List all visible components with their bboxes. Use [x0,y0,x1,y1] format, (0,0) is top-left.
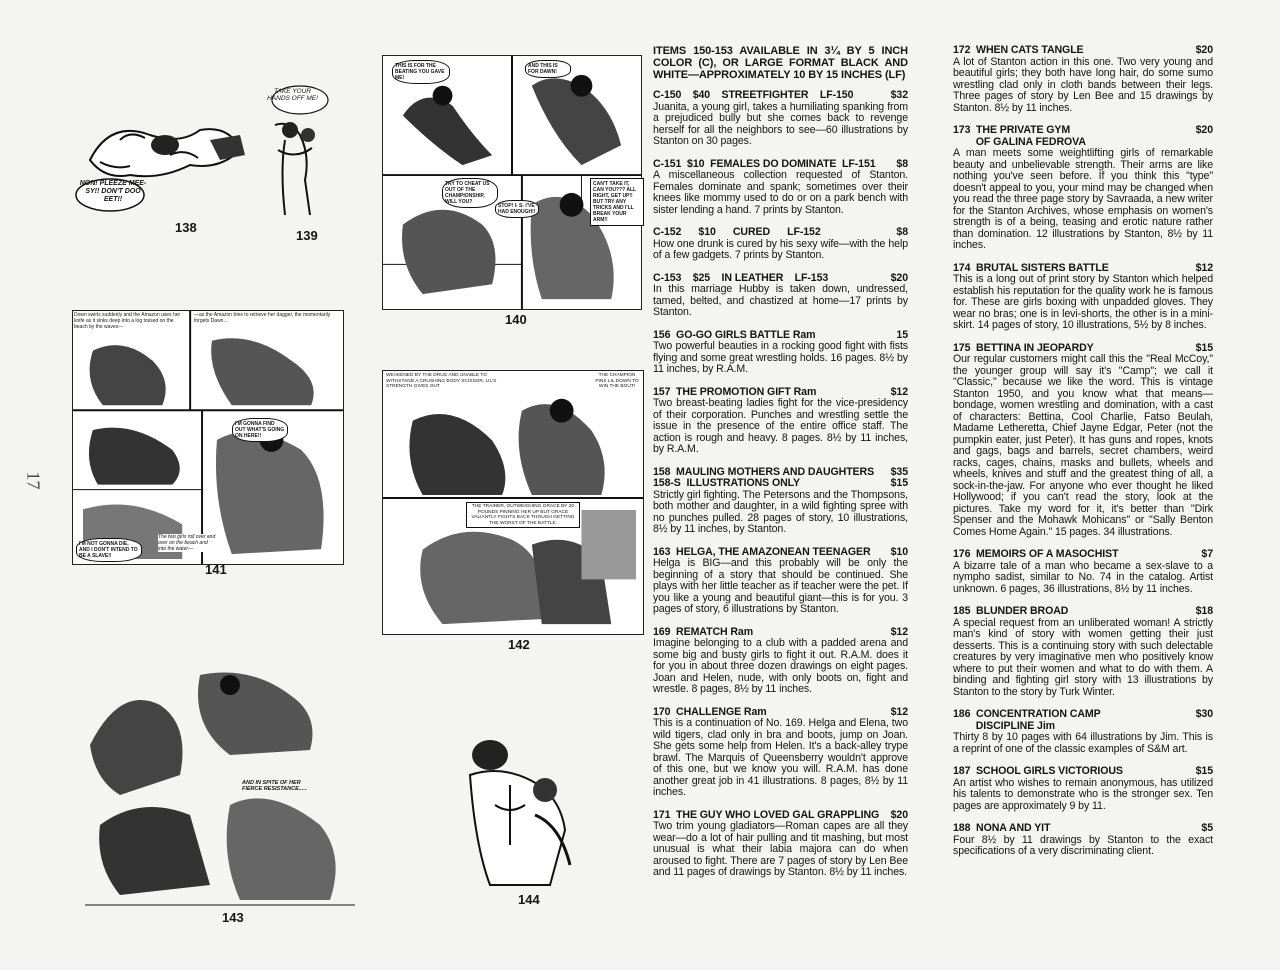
caption-142-b: THE CHAMPION PINS LIL DOWN TO WIN THE BOUT! [595,373,639,389]
entry-description: Strictly girl fighting. The Petersons and the Thompsons, both mother and daughter, in a wild fighting spree with no punches pulled. 28 pages of story, 10 illustrations, 8½ by 11 inches, by Stanton. [653,488,908,535]
balloon-141-d: I'M NOT GONNA DIE, AND I DON'T INTEND TO BE A SLAVE!! [76,538,142,562]
entry-description: Two powerful beauties in a rocking good fight with fists flying and some great wrestling holds. 16 pages. 8½ by 11 inches, by R.A.M. [653,340,908,375]
entry-description: A bizarre tale of a man who became a sex-slave to a nympho sadist, similar to No. 74 in the catalog. Artist unknown. 6 pages, 36 illustrations, 8½ by 11 inches. [953,559,1213,595]
entry-price: $32 [890,89,908,101]
entry-price: $15 [1195,341,1213,354]
figure-number-141: 141 [205,562,227,577]
entry-title: C-152 $10 CURED LF-152 [653,226,821,238]
entry-title: 186 CONCENTRATION CAMP DISCIPLINE Jim [953,708,1101,732]
entry-price: $20 [1195,124,1213,136]
entry-title: 170 CHALLENGE Ram [653,705,767,718]
entry-heading [953,125,1213,148]
caption-141-e: The two girls roll over and over on the beach and into the water— [158,534,216,552]
figure-number-138: 138 [175,220,197,235]
figure-number-143: 143 [222,910,244,925]
entry-price: $20 [890,808,908,821]
entry-title: 156 GO-GO GIRLS BATTLE Ram [653,328,816,341]
entry-price: $18 [1195,605,1213,617]
catalog-entry [953,45,1213,114]
entry-description: Helga is BIG—and this probably will be only the beginning of a story that should be continued. She plays with her little teacher as if teacher were the pet. If you like a young and beautiful giant—this is for you. 3 pages of story, 6 illustrations by Stanton. [653,557,908,615]
entry-price: $12 [890,625,908,638]
entry-heading [953,45,1213,57]
entry-heading-secondary [653,478,908,490]
entry-description: This is a long out of print story by Stanton which helped establish his reputation for the quality work he is famous for. These are girls boxing with unpadded gloves. They wear no bras; one is in levi-shorts, the other is in a mini-skirt. 14 pages of story, 10 illustrations, 5½ by 8 inches. [953,273,1213,331]
catalog-entry [953,823,1213,858]
entry-price: $15 [1195,765,1213,777]
entry-title-secondary: 158-S ILLUSTRATIONS ONLY [653,477,801,489]
entry-description: Four 8½ by 11 drawings by Stanton to the exact specifications of a very discriminating client. [953,833,1213,857]
entry-price: $35 [890,465,908,478]
catalog-entry [653,159,908,217]
entry-heading [653,90,908,102]
entry-description: A man meets some weightlifting girls of remarkable beauty and unbelievable strength. Their arms are like nothing you've seen before. If you think this "type" doesn't appeal to you, your mind may be changed when you read the three page story by Savraada, a new writer for the Stanton Archives, whose emphasis on women's strength is of a being, teasing and erotic nature rather than domination. 12 illustrations by Stanton, 8½ by 11 inches. [953,147,1213,251]
entry-heading [653,227,908,239]
caption-141-a: Down swirls suddenly and the Amazon uses her knife as it sinks deep into a log tossed on the beach by the waves— [74,312,186,330]
catalog-entry [953,606,1213,698]
listing-column-2 [953,45,1213,869]
balloon-140-d: STOP! I- S- I'VE HAD ENOUGH!! [495,200,539,218]
entry-heading [953,709,1213,732]
catalog-entry [653,330,908,376]
entry-title: C-153 $25 IN LEATHER LF-153 [653,271,829,284]
entry-title: 163 HELGA, THE AMAZONEAN TEENAGER [653,545,871,558]
entry-price: $10 [890,545,908,558]
caption-143: AND IN SPITE OF HER FIERCE RESISTANCE..... [242,780,307,792]
entry-title: 188 NONA AND YIT [953,822,1051,834]
entry-description: Juanita, a young girl, takes a humiliating spanking from a prejudiced bully but she comes back to revenge herself for all the neighbors to see—60 illustrations by Stanton on 30 pages. [653,100,908,147]
entry-price: $30 [1195,708,1213,720]
entry-title: 171 THE GUY WHO LOVED GAL GRAPPLING [653,808,880,821]
balloon-139: TAKE YOUR HANDS OFF ME! [267,88,318,102]
catalog-entry [653,387,908,456]
entry-title: 187 SCHOOL GIRLS VICTORIOUS [953,765,1123,777]
entry-title: 173 THE PRIVATE GYM OF GALINA FEDROVA [953,124,1086,148]
entry-description: Imagine belonging to a club with a padded arena and some big and busty girls to fight it out. R.A.M. does it for you in about three dozen drawings on eight pages. Joan and Helen, nude, with only boots on, fight and wrestle. 8 pages, 8½ by 11 inches. [653,637,908,695]
entry-title: C-150 $40 STREETFIGHTER LF-150 [653,89,854,101]
entry-heading [953,606,1213,618]
entry-price: $20 [1195,44,1213,56]
catalog-entry [653,227,908,262]
illustration-141-drawing [73,311,343,564]
catalog-entry [953,549,1213,595]
entry-title: 169 REMATCH Ram [653,625,754,638]
caption-142-c: THE TRAINER, OUTWEIGHING GRACE BY 20 POUNDS PINNING HER UP BUT GRACE VALIANTLY FIGHTS BACK THOUGH GETTING THE WORST OF THE BATTLE. [466,502,580,528]
page-number: 17 [23,471,44,490]
entry-heading [953,823,1213,835]
entry-description: Our regular customers might call this the "Real McCoy," the younger group will say it's "Camp"; we call it "Classic," because we like the word. This is vintage Stanton 1950, and you know what that means—bondage, women wrestling and domination, with a cast of characters: Bettina, Cool Charlie, Fatso Beulah, Madame Letheretta, Chief Jayne Edgar, Peter (not the pumpkin eater, just Peter). It has guns and ropes, knots and gags, bags and barrels, secret chambers, weird racks, cages, chains, masks and bullets, wheels and wheels, knives and stuff and the greatest thing of all, a sock-in-the-jaw. For anyone who ever thought he liked Hollywood; if you can't read the story, look at the pictures. Take my word for it, it's better than "Dirk Spenser and the Mohawk Mohicans" or "Sally Benton Comes Home Again." 15 pages. 34 illustrations. [953,353,1213,538]
entry-title: 176 MEMOIRS OF A MASOCHIST [953,548,1119,560]
caption-142-a: WEAKENED BY THE DRUG AND UNABLE TO WITHSTAND A CRUSHING BODY SCISSOR, LIL'S STRENGTH GIVES OUT [386,373,516,390]
illustration-141 [72,310,344,565]
entry-title: C-151 $10 FEMALES DO DOMINATE LF-151 [653,157,876,170]
entry-title: 157 THE PROMOTION GIFT Ram [653,385,817,398]
entry-title: 174 BRUTAL SISTERS BATTLE [953,261,1109,274]
catalog-entry [953,343,1213,539]
figure-number-139: 139 [296,228,318,243]
entry-price: $12 [890,385,908,398]
entry-description: Two trim young gladiators—Roman capes are all they wear—do a lot of hair pulling and tit mashing, but most unusual is what their labia majora can do when aroused to fight. There are 7 pages of story by Len Bee and 11 pages of drawings by Stanton. 8½ by 11 inches. [653,820,908,878]
catalog-entry [953,125,1213,252]
balloon-140-c: TRY TO CHEAT US OUT OF THE CHAMPIONSHIP, WILL YOU? [442,178,498,208]
entry-price: $7 [1201,548,1213,560]
illustration-144-drawing [450,735,585,890]
entry-description: A miscellaneous collection requested of Stanton. Females dominate and spank; sometimes over their knees like mommy used to do or on a park bench with sister lending a hand. 7 prints by Stanton. [653,169,908,216]
entry-description: A special request from an unliberated woman! A strictly man's kind of story with women getting their just desserts. This is a continuing story with such delectable creatures by very imaginative men who positively know where to put their women and what to do with them. A binding and fighting girl story with 13 illustrations by Stanton to the story by Turk Winter. [953,616,1213,698]
listing-column-1 [653,45,908,890]
entry-price: $8 [896,157,908,170]
entry-price: $12 [1195,261,1213,274]
entry-title: 172 WHEN CATS TANGLE [953,44,1084,56]
catalog-entry [953,709,1213,755]
catalog-entry [953,766,1213,812]
entry-price-secondary: $15 [890,477,908,489]
entry-price: $12 [890,705,908,718]
entry-price: $5 [1201,822,1213,834]
illustration-144 [450,735,585,890]
catalog-entry [653,467,908,536]
catalog-entry [653,90,908,148]
entry-title: 175 BETTINA IN JEOPARDY [953,341,1094,354]
entry-description: How one drunk is cured by his sexy wife—with the help of a few gadgets. 7 prints by Stanton. [653,237,908,261]
balloon-140-e: CAN'T TAKE IT, CAN YOU??? ALL RIGHT, GET UP!! BUT TRY ANY TRICKS AND I'LL BREAK YOUR ARM!! [590,178,644,226]
catalog-entry [953,263,1213,332]
entry-price: $8 [896,226,908,238]
balloon-140-a: THIS IS FOR THE BEATING YOU GAVE ME! [392,60,450,84]
entry-price: $20 [890,271,908,284]
balloon-140-b: AND THIS IS FOR DAWN! [525,60,571,78]
entry-title: 158 MAULING MOTHERS AND DAUGHTERS [653,465,875,478]
entry-description: A lot of Stanton action in this one. Two very young and beautiful girls; they both have long hair, do some sumo wrestling clad only in cloth bands between their legs. Three pages of story by Len Bee and 15 drawings by Stanton. 8½ by 11 inches. [953,55,1213,114]
figure-number-140: 140 [505,312,527,327]
balloon-141-c: I'M GONNA FIND OUT WHAT'S GOING ON HERE!! [232,418,288,442]
entry-description: Thirty 8 by 10 pages with 64 illustrations by Jim. This is a reprint of one of the classic examples of S&M art. [953,731,1213,755]
figure-number-144: 144 [518,892,540,907]
catalog-entry [653,707,908,799]
entry-price: 15 [896,328,908,341]
entry-description: This is a continuation of No. 169. Helga and Elena, two wild tigers, clad only in bra and boots, jump on Joan. She gets some help from Helen. It's a back-alley trype brawl. The Marquis of Queensberry wouldn't approve of this one, but we know you will. R.A.M. has done another great job in 41 illustrations. 8 pages, 8½ by 11 inches. [653,717,908,798]
entry-heading [953,549,1213,561]
entry-heading [953,766,1213,778]
entry-description: In this marriage Hubby is taken down, undressed, tamed, belted, and chastized at home—17 prints by Stanton. [653,283,908,318]
figure-number-142: 142 [508,637,530,652]
catalog-entry [653,547,908,616]
intro-heading: ITEMS 150-153 AVAILABLE IN 3¼ BY 5 INCH COLOR (C), OR LARGE FORMAT BLACK AND WHITE—APPROXIMATELY 10 BY 15 INCHES (LF) [653,45,908,81]
catalog-entry [653,627,908,696]
balloon-138: NON! PLEEZE MEE-SY!! DON'T DOO EET!! [79,180,147,203]
catalog-entry [653,810,908,879]
entry-description: Two breast-beating ladies fight for the vice-presidency of their corporation. Punches and wrestling settle the issue in the presence of the entire office staff. The action is rough and heavy. 8 pages. 8½ by 11 inches, by R.A.M. [653,397,908,455]
entry-title: 185 BLUNDER BROAD [953,605,1069,617]
catalog-entry [653,273,908,319]
entry-description: An artist who wishes to remain anonymous, has utilized his talents to demonstrate who is the stronger sex. Ten pages are approximately 9 by 11. [953,776,1213,812]
caption-141-b: —as the Amazon tries to retrieve her dagger, the momentarily forgets Dawn… [194,312,342,324]
